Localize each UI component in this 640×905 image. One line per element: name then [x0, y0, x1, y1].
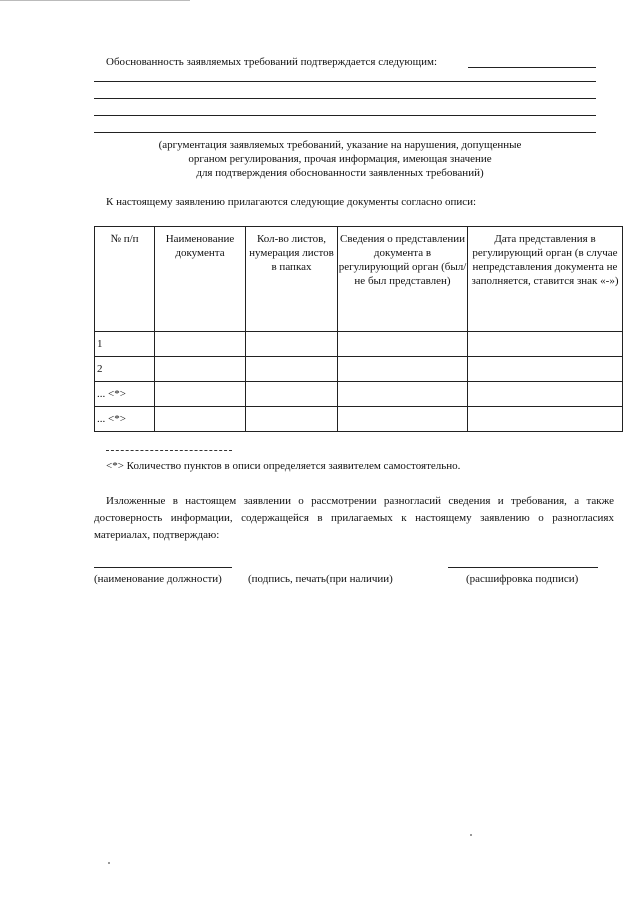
document-name-cell[interactable]	[155, 357, 246, 382]
table-row	[95, 357, 623, 382]
header-document-name: Наименование документа	[155, 227, 246, 332]
document-name-cell[interactable]	[155, 332, 246, 357]
table-header-row	[95, 227, 623, 332]
row-number-cell: ... <*>	[95, 382, 155, 407]
grounds-fill-line-4[interactable]	[94, 115, 596, 116]
sheet-count-cell[interactable]	[246, 357, 338, 382]
grounds-caption	[120, 138, 560, 180]
document-name-cell[interactable]	[155, 382, 246, 407]
position-label: (наименование должности)	[94, 573, 222, 585]
header-sheet-count: Кол-во листов, нумерация листов в папках	[246, 227, 338, 332]
submission-date-cell[interactable]	[468, 357, 623, 382]
submission-info-cell[interactable]	[338, 357, 468, 382]
document-name-cell[interactable]	[155, 407, 246, 432]
sheet-count-cell[interactable]	[246, 382, 338, 407]
confirmation-paragraph: Изложенные в настоящем заявлении о рассмотрении разногласий сведения и требования, а также достоверность информации, содержащейся в прилагаемых к настоящему заявлению о разногласиях материалах, подтверждаю:	[94, 495, 614, 541]
table-row	[95, 382, 623, 407]
submission-date-cell[interactable]	[468, 332, 623, 357]
table-row	[95, 332, 623, 357]
caption-line-2: органом регулирования, прочая информация, имеющая значение	[188, 153, 492, 165]
header-submission-info: Сведения о представлении документа в регулирующий орган (был/не был представлен)	[338, 227, 468, 332]
sheet-count-cell[interactable]	[246, 407, 338, 432]
row-number-cell: 1	[95, 332, 155, 357]
scan-edge-line	[0, 0, 190, 1]
submission-date-cell[interactable]	[468, 382, 623, 407]
footnote-text: <*> Количество пунктов в описи определяется заявителем самостоятельно.	[106, 460, 461, 472]
submission-info-cell[interactable]	[338, 407, 468, 432]
row-number-cell: ... <*>	[95, 407, 155, 432]
header-number: № п/п	[95, 227, 155, 332]
caption-line-1: (аргументация заявляемых требований, указание на нарушения, допущенные	[158, 139, 522, 151]
row-number-cell: 2	[95, 357, 155, 382]
signature-stamp-label: (подпись, печать(при наличии)	[248, 573, 393, 585]
sheet-count-cell[interactable]	[246, 332, 338, 357]
footnote-separator	[106, 450, 232, 451]
scan-speck	[470, 834, 472, 836]
grounds-fill-line-5[interactable]	[94, 132, 596, 133]
submission-info-cell[interactable]	[338, 332, 468, 357]
table-row	[95, 407, 623, 432]
decode-signature-line[interactable]	[448, 567, 598, 568]
grounds-label: Обоснованность заявляемых требований подтверждается следующим:	[106, 56, 438, 68]
submission-date-cell[interactable]	[468, 407, 623, 432]
grounds-fill-line-2[interactable]	[94, 81, 596, 82]
grounds-fill-line-1[interactable]	[468, 67, 596, 68]
attachments-inventory-table	[94, 226, 623, 432]
position-signature-line[interactable]	[94, 567, 232, 568]
attachments-label: К настоящему заявлению прилагаются следующие документы согласно описи:	[106, 196, 477, 208]
header-submission-date: Дата представления в регулирующий орган (в случае непредставления документа не заполняется, ставится знак «-»)	[468, 227, 623, 332]
signature-decode-label: (расшифровка подписи)	[466, 573, 579, 585]
caption-line-3: для подтверждения обоснованности заявленных требований)	[196, 167, 484, 179]
scan-speck	[108, 862, 110, 864]
grounds-fill-line-3[interactable]	[94, 98, 596, 99]
submission-info-cell[interactable]	[338, 382, 468, 407]
